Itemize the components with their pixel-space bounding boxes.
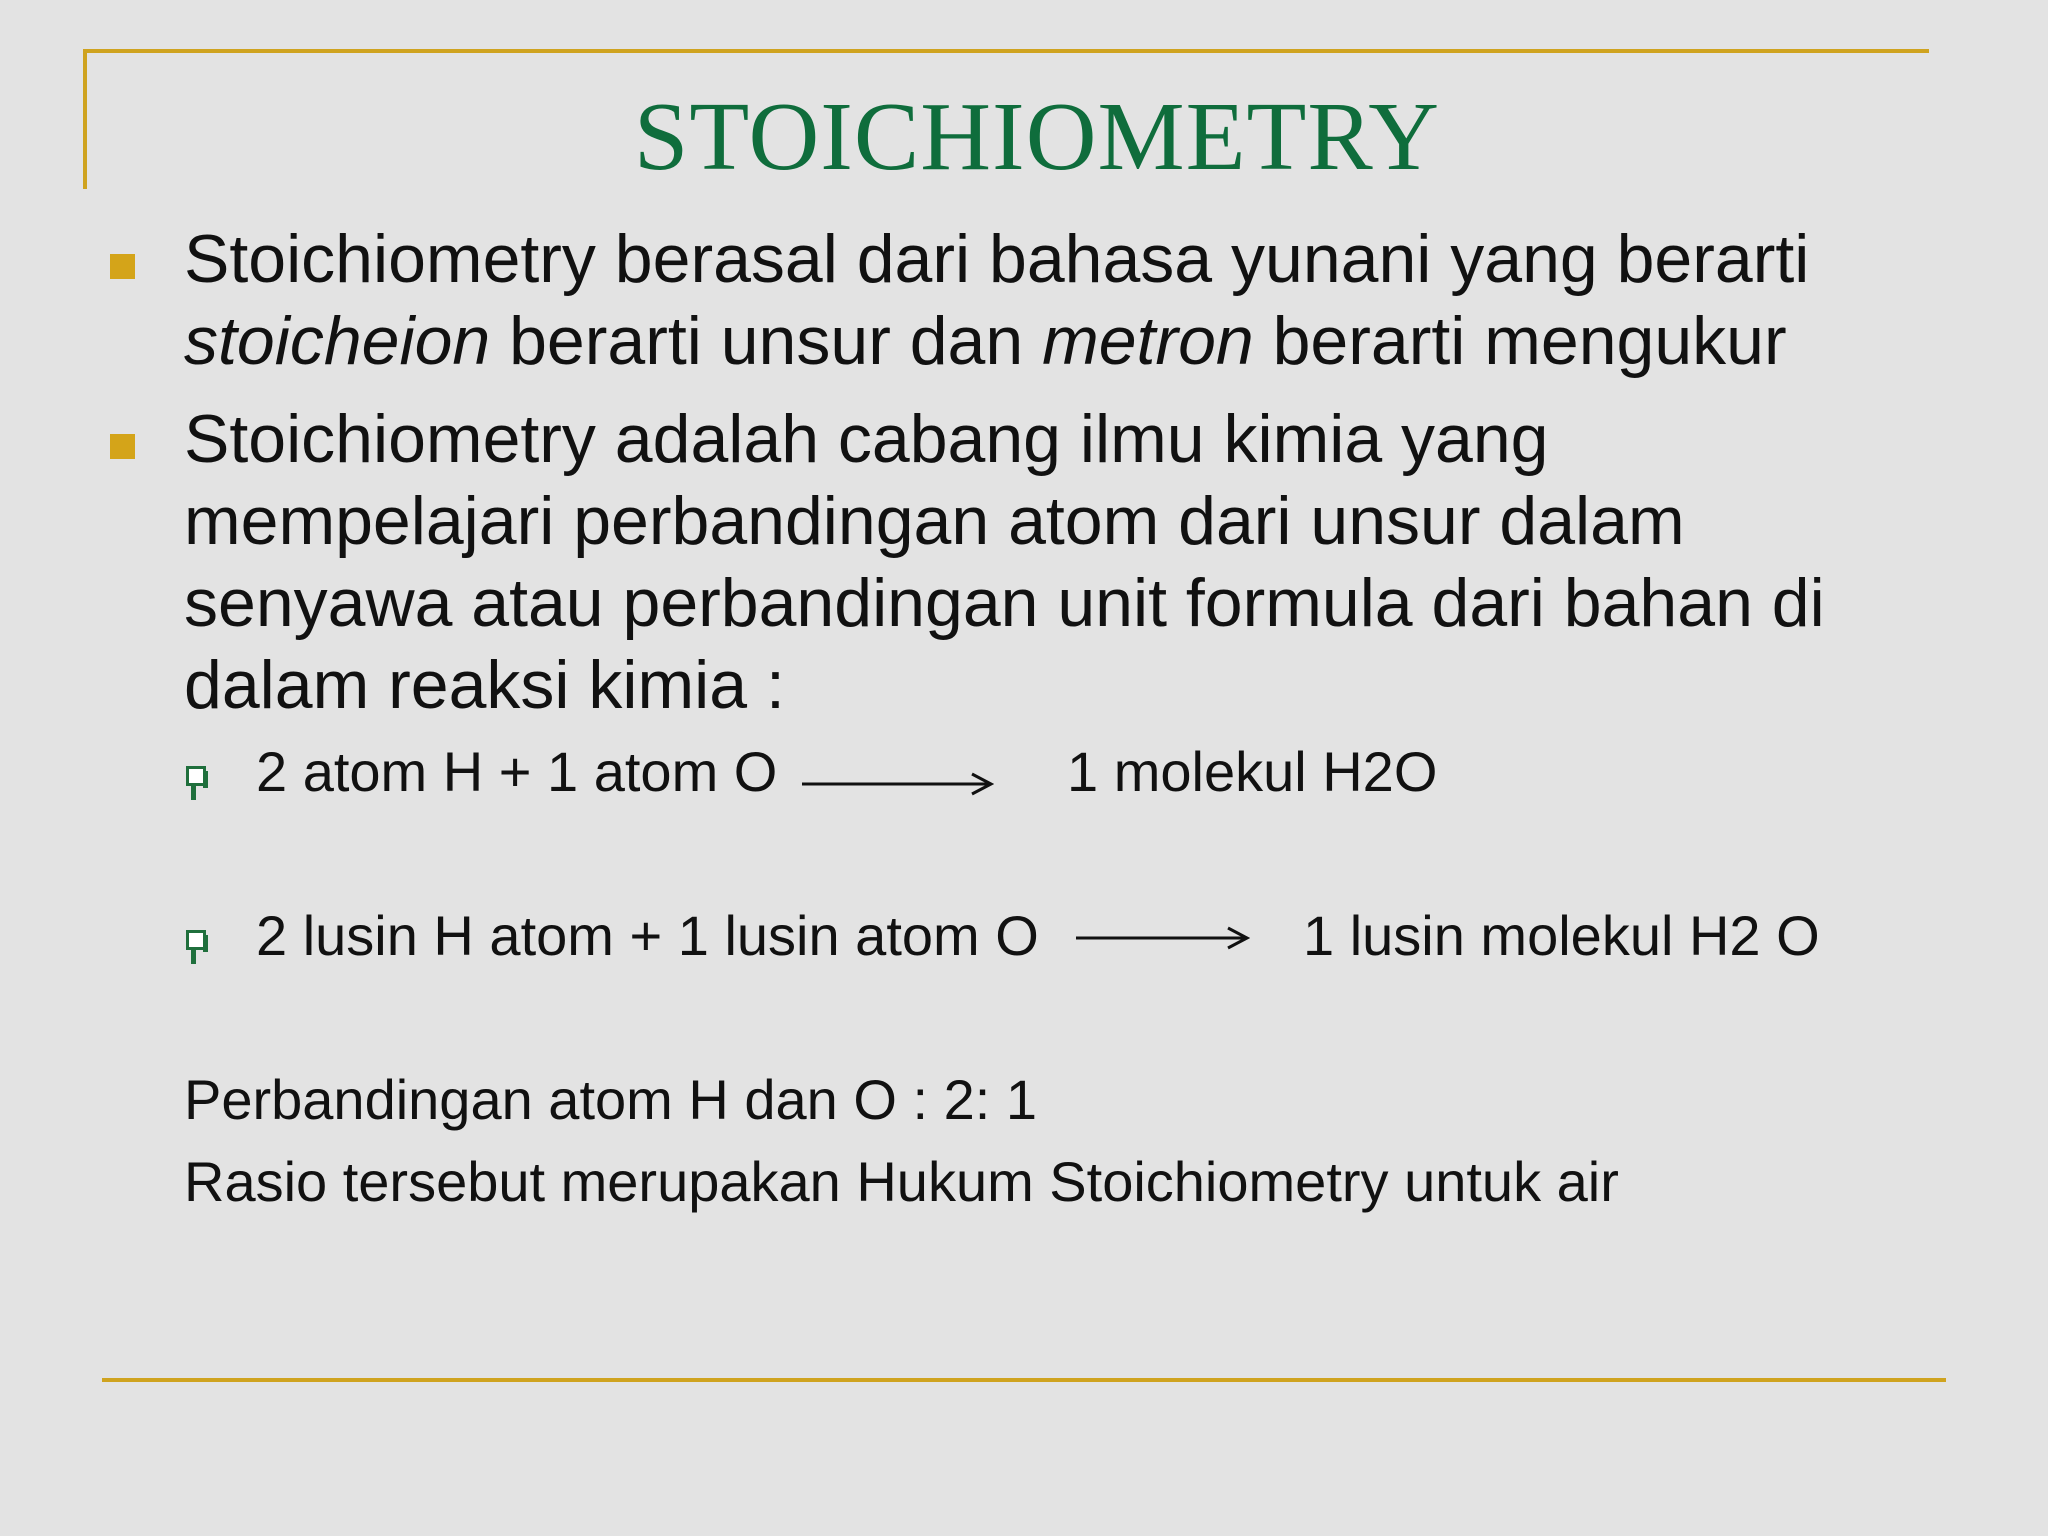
sub-bullet-checkbox-icon <box>186 766 206 786</box>
bullet-1-text <box>184 218 1944 382</box>
equation-1-reactants: 2 atom H + 1 atom O <box>256 740 778 803</box>
bullet-2-text: Stoichiometry adalah cabang ilmu kimia yang mempelajari perbandingan atom dari unsur dalam senyawa atau perbandingan unit formula dari bahan di dalam reaksi kimia : <box>184 401 1825 723</box>
equation-2-product: 1 lusin molekul H2 O <box>1303 904 1820 967</box>
bullet-1-line-2-part-2: berarti mengukur <box>1253 303 1787 379</box>
slide-title: STOICHIOMETRY <box>633 83 1441 191</box>
equation-1-product: 1 molekul H2O <box>1067 740 1438 803</box>
bullet-1-line-2-part-1: berarti unsur dan <box>490 303 1043 379</box>
bullet-square-icon <box>110 434 135 459</box>
conclusion-text: Rasio tersebut merupakan Hukum Stoichiometry untuk air <box>184 1150 1619 1213</box>
equation-2-reactants: 2 lusin H atom + 1 lusin atom O <box>256 904 1039 967</box>
reaction-arrow-icon <box>1074 924 1250 952</box>
term-metron: metron <box>1042 303 1254 379</box>
bottom-border-line <box>102 1378 1946 1382</box>
top-border-line <box>83 49 1929 53</box>
bullet-square-icon <box>110 254 135 279</box>
sub-bullet-checkbox-icon <box>186 930 206 950</box>
reaction-arrow-icon <box>800 770 994 798</box>
ratio-text: Perbandingan atom H dan O : 2: 1 <box>184 1068 1037 1131</box>
term-stoicheion: stoicheion <box>184 303 491 379</box>
bullet-1-line-1: Stoichiometry berasal dari bahasa yunani yang berarti <box>184 221 1810 297</box>
bullet-1-line-2 <box>184 300 1944 382</box>
